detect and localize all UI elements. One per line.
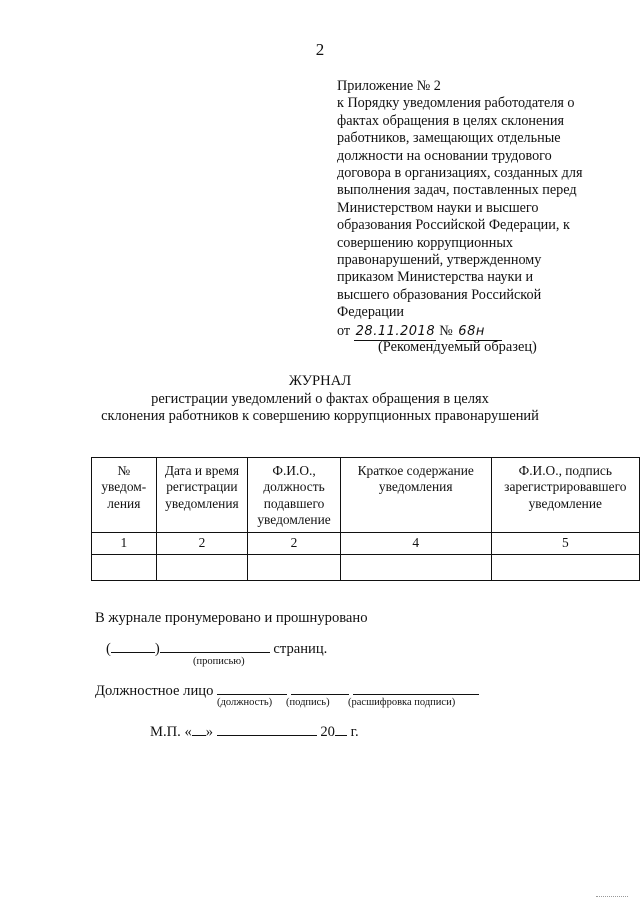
column-number-cell: 5 xyxy=(491,533,639,555)
page-count-blank xyxy=(111,640,155,653)
header-cell-number xyxy=(92,458,157,533)
header-text: уведомление xyxy=(257,512,331,528)
table-empty-row xyxy=(92,555,640,581)
mp-label: М.П. « xyxy=(150,724,192,740)
header-text: зарегистрировавшего xyxy=(504,479,627,495)
table-number-row xyxy=(92,533,640,555)
column-number-cell: 2 xyxy=(248,533,341,555)
signature-caption: (подпись) xyxy=(286,697,330,708)
official-label: Должностное лицо xyxy=(95,683,214,699)
empty-cell xyxy=(248,555,341,581)
header-text: уведом- xyxy=(101,479,147,495)
words-caption: (прописью) xyxy=(193,656,245,667)
appendix-line: образования Российской Федерации, к xyxy=(337,217,570,234)
year-blank xyxy=(335,723,347,736)
mp-close-quote: » xyxy=(205,724,214,740)
order-number-label: № xyxy=(439,322,453,339)
year-suffix: г. xyxy=(350,724,359,740)
seal-date-row xyxy=(150,723,359,741)
month-blank xyxy=(217,723,317,736)
header-text: уведомления xyxy=(165,495,239,511)
position-caption: (должность) xyxy=(217,697,273,708)
header-text: Ф.И.О., подпись xyxy=(518,463,612,478)
appendix-line: совершению коррупционных xyxy=(337,234,513,251)
appendix-line: выполнения задач, поставленных перед xyxy=(337,182,577,199)
appendix-line: Федерации xyxy=(337,304,405,321)
header-cell-registrar xyxy=(491,458,639,533)
header-text: Краткое содержание xyxy=(357,463,474,478)
journal-subtitle xyxy=(0,391,640,425)
sample-note: (Рекомендуемый образец) xyxy=(378,339,537,355)
header-text: регистрации xyxy=(166,479,238,495)
day-blank xyxy=(192,723,206,736)
empty-cell xyxy=(92,555,157,581)
journal-title: ЖУРНАЛ xyxy=(288,373,352,389)
table-header-row xyxy=(92,458,640,533)
appendix-line: высшего образования Российской xyxy=(337,286,542,303)
appendix-line: Министерством науки и высшего xyxy=(337,199,539,216)
header-text: Ф.И.О., xyxy=(272,463,316,478)
page-number: 2 xyxy=(315,40,325,59)
paren-close: ) xyxy=(154,641,160,657)
appendix-line: приказом Министерства науки и xyxy=(337,269,534,286)
header-cell-datetime xyxy=(156,458,248,533)
header-text: должность xyxy=(263,479,325,495)
journal-subtitle-line: регистрации уведомлений о фактах обращения в целях xyxy=(151,391,489,407)
stitched-statement: В журнале пронумеровано и прошнуровано xyxy=(95,610,368,626)
header-cell-summary xyxy=(340,458,491,533)
column-number-cell: 4 xyxy=(340,533,491,555)
empty-cell xyxy=(340,555,491,581)
journal-subtitle-line: склонения работников к совершению коррупционных правонарушений xyxy=(101,408,539,424)
appendix-header xyxy=(337,78,587,341)
signature-blank xyxy=(291,682,349,695)
name-caption: (расшифровка подписи) xyxy=(348,697,456,708)
column-number-cell: 2 xyxy=(156,533,248,555)
order-date-handwritten: 28.11.2018 xyxy=(354,323,436,341)
scan-artifact xyxy=(596,896,628,899)
appendix-line: должности на основании трудового xyxy=(337,147,552,164)
order-from-label: от xyxy=(337,322,351,339)
header-text: подавшего xyxy=(263,495,325,511)
appendix-line: Приложение № 2 xyxy=(337,78,441,94)
name-blank xyxy=(353,682,479,695)
header-text: № xyxy=(117,463,131,478)
paren-open: ( xyxy=(106,641,111,657)
header-cell-submitter xyxy=(248,458,341,533)
header-text: ления xyxy=(107,495,141,511)
appendix-line: правонарушений, утвержденному xyxy=(337,252,542,269)
header-text: уведомления xyxy=(378,479,453,495)
appendix-line: фактах обращения в целях склонения xyxy=(337,112,565,129)
pages-word: страниц. xyxy=(273,641,328,657)
empty-cell xyxy=(156,555,248,581)
empty-cell xyxy=(491,555,639,581)
header-text: уведомление xyxy=(528,495,602,511)
year-prefix: 20 xyxy=(320,724,335,740)
order-number-handwritten: 68н xyxy=(456,323,502,341)
appendix-line: договора в организациях, созданных для xyxy=(337,165,583,182)
appendix-line: к Порядку уведомления работодателя о xyxy=(337,95,575,112)
position-blank xyxy=(217,682,287,695)
journal-table xyxy=(91,457,640,581)
page-count-words-blank xyxy=(160,640,270,653)
appendix-line: работников, замещающих отдельные xyxy=(337,130,561,147)
header-text: Дата и время xyxy=(164,463,239,478)
column-number-cell: 1 xyxy=(92,533,157,555)
